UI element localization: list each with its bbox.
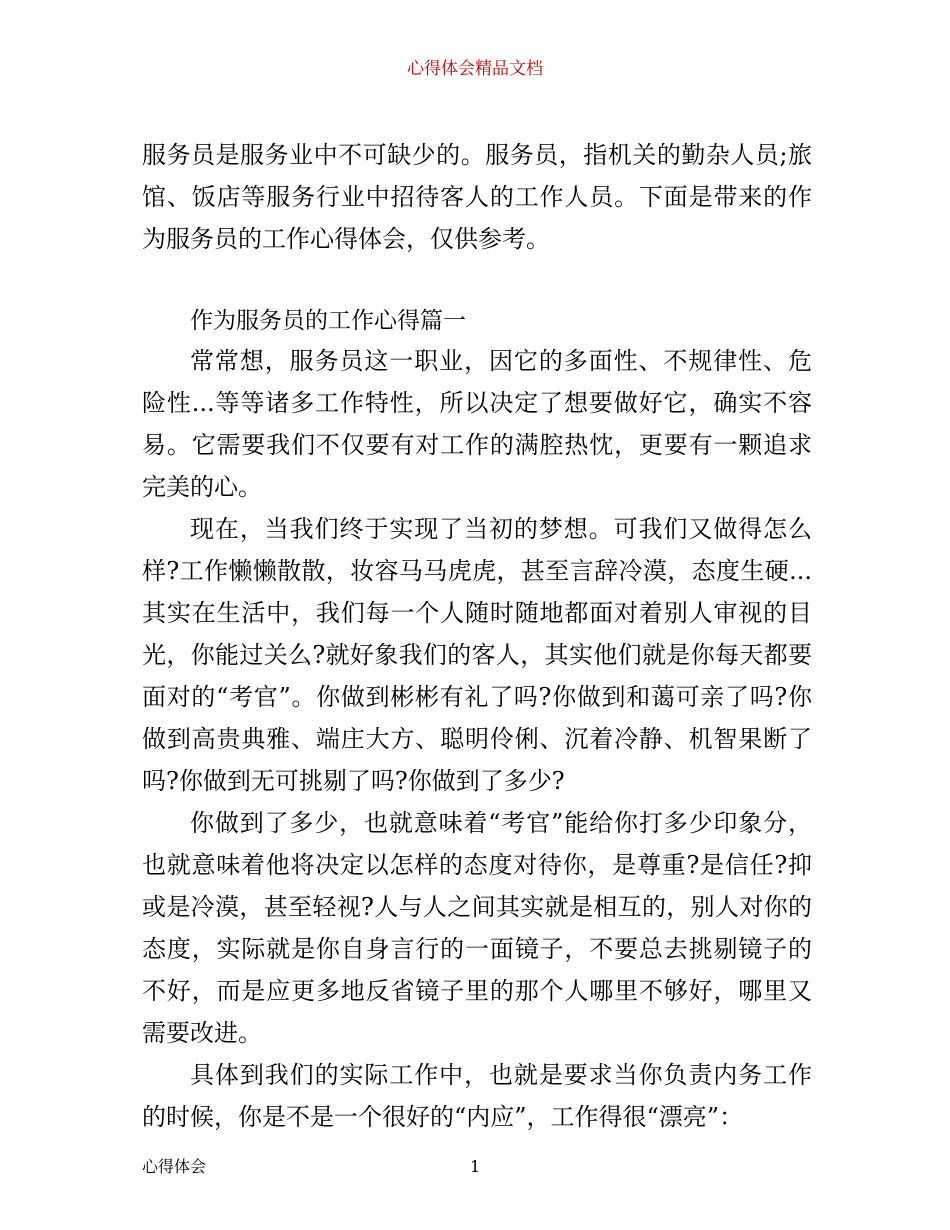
footer-label: 心得体会: [142, 1157, 207, 1176]
body-paragraph: 现在，当我们终于实现了当初的梦想。可我们又做得怎么样?工作懒懒散散，妆容马马虎虎，甚至言辞冷漠，态度生硬... 其实在生活中，我们每一个人随时随地都面对着别人审视的目光，你能过关么?就好象我们的客人，其实他们就是你每天都要面对的“考官”。你做到彬彬有礼了吗?你做到和蔼可亲了吗?你做到高贵典雅、端庄大方、聪明伶俐、沉着冷静、机智果断了吗?你做到无可挑剔了吗?你做到了多少?: [142, 515, 812, 795]
page-header-title: 心得体会精品文档: [407, 59, 543, 79]
page-number: 1: [470, 1157, 481, 1176]
intro-paragraph: 服务员是服务业中不可缺少的。服务员，指机关的勤杂人员;旅馆、饭店等服务行业中招待客人的工作人员。下面是带来的作为服务员的工作心得体会，仅供参考。: [142, 141, 812, 253]
section-title: 作为服务员的工作心得篇一: [190, 308, 466, 334]
body-paragraph: 具体到我们的实际工作中，也就是要求当你负责内务工作的时候，你是不是一个很好的“内应”，工作得很“漂亮”：: [142, 1061, 812, 1131]
document-body: [142, 134, 812, 1138]
body-paragraph: 你做到了多少，也就意味着“考官”能给你打多少印象分，也就意味着他将决定以怎样的态度对待你，是尊重?是信任?抑或是冷漠，甚至轻视?人与人之间其实就是相互的，别人对你的态度，实际就是你自身言行的一面镜子，不要总去挑剔镜子的不好，而是应更多地反省镜子里的那个人哪里不够好，哪里又需要改进。: [142, 809, 812, 1047]
body-paragraph: 常常想，服务员这一职业，因它的多面性、不规律性、危险性...等等诸多工作特性，所以决定了想要做好它，确实不容易。它需要我们不仅要有对工作的满腔热忱，更要有一颗追求完美的心。: [142, 347, 812, 501]
